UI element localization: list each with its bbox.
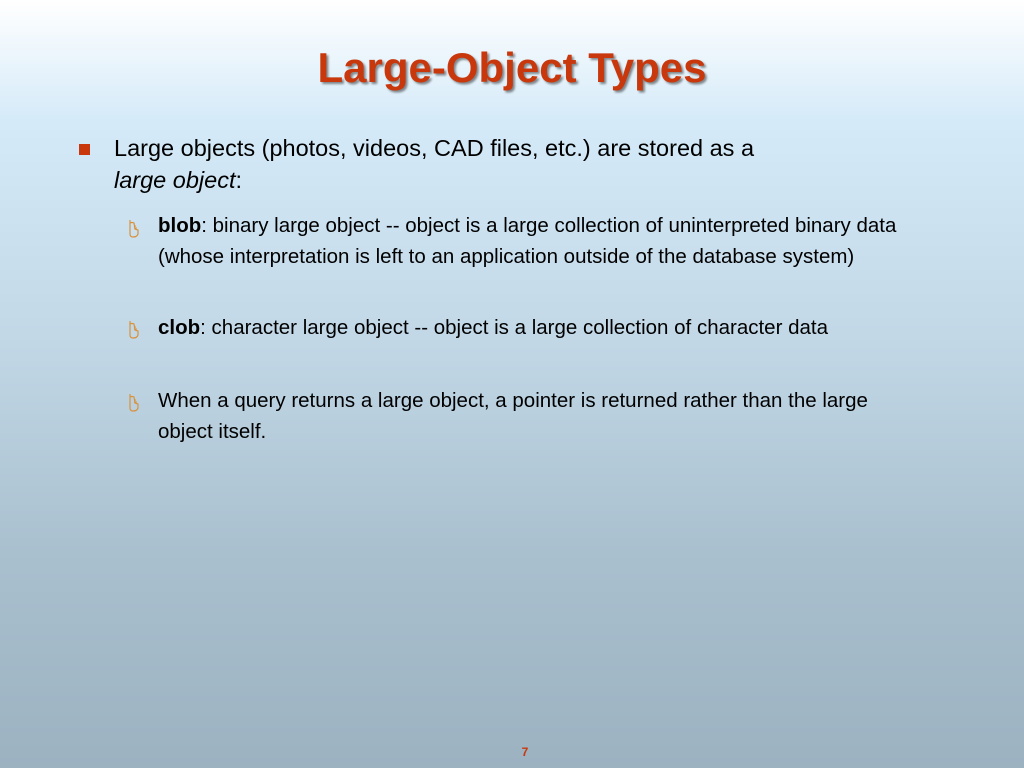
hand-pointer-icon [126,393,142,413]
sub-bullet-blob [158,210,898,272]
main-bullet-term-suffix: : [235,167,243,193]
page-number: 7 [521,745,529,759]
sub-bullet-text: : binary large object -- object is a large collection of uninterpreted binary data (whose interpretation is left to an application outside of the database system) [158,214,897,268]
sub-bullet-text: : character large object -- object is a large collection of character data [200,316,828,339]
main-bullet-text: Large objects (photos, videos, CAD files, etc.) are stored as a [114,135,755,161]
square-bullet-icon [79,144,90,155]
sub-bullet-text: When a query returns a large object, a pointer is returned rather than the large object itself. [158,389,868,443]
sub-bullet-term: clob [158,316,201,339]
main-bullet [114,132,914,196]
sub-bullet-term: blob [158,214,202,237]
hand-pointer-icon [126,219,142,239]
hand-pointer-icon [126,320,142,340]
sub-bullet-pointer [158,385,898,447]
slide-title: Large-Object Types [317,44,707,91]
sub-bullet-clob [158,312,898,343]
main-bullet-term: large object [114,167,236,193]
